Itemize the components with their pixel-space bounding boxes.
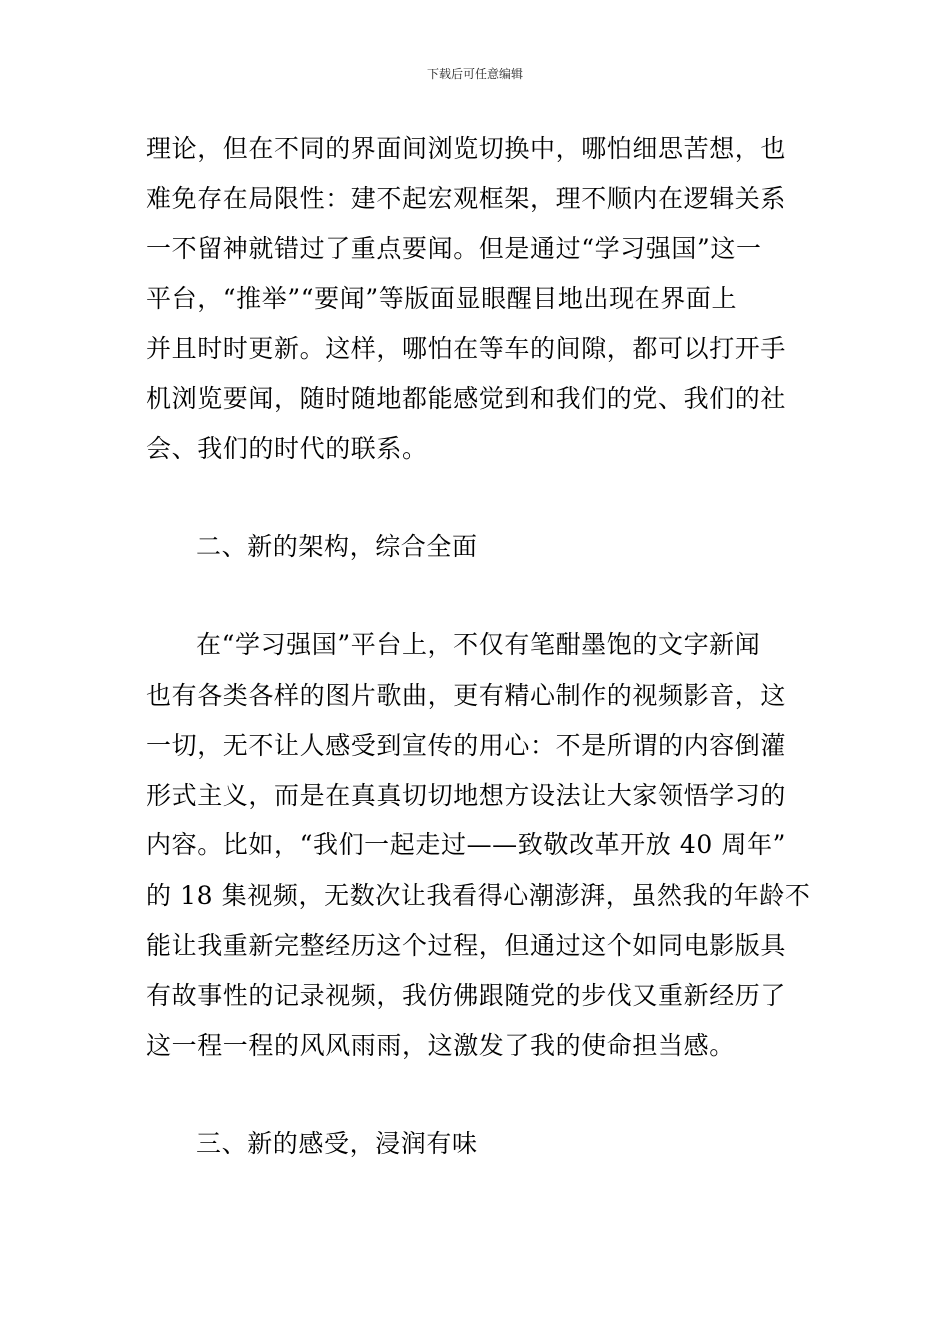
- text-line: 内容。比如，“我们一起走过——致敬改革开放 40 周年”: [146, 830, 787, 859]
- section-heading-2: 二、新的架构，综合全面: [196, 532, 478, 561]
- text-line: 一不留神就错过了重点要闻。但是通过“学习强国”这一: [146, 234, 762, 263]
- text-line: 难免存在局限性：建不起宏观框架，理不顺内在逻辑关系: [146, 184, 787, 213]
- text-line: 平台，“推举”“要闻”等版面显眼醒目地出现在界面上: [146, 284, 738, 313]
- page-header: 下载后可任意编辑: [426, 67, 523, 81]
- text-line: 会、我们的时代的联系。: [146, 434, 428, 463]
- text-line: 一切，无不让人感受到宣传的用心：不是所谓的内容倒灌: [146, 731, 787, 760]
- text-line: 理论，但在不同的界面间浏览切换中，哪怕细思苦想，也: [146, 134, 787, 163]
- text-line: 机浏览要闻，随时随地都能感觉到和我们的党、我们的社: [146, 384, 787, 413]
- text-line: 并且时时更新。这样，哪怕在等车的间隙，都可以打开手: [146, 334, 787, 363]
- text-line: 能让我重新完整经历这个过程，但通过这个如同电影版具: [146, 931, 787, 960]
- text-line: 这一程一程的风风雨雨，这激发了我的使命担当感。: [146, 1031, 735, 1060]
- text-line: 也有各类各样的图片歌曲，更有精心制作的视频影音，这: [146, 681, 787, 710]
- section-heading-3: 三、新的感受，浸润有味: [196, 1129, 478, 1158]
- text-line: 形式主义，而是在真真切切地想方设法让大家领悟学习的: [146, 781, 787, 810]
- text-line: 在“学习强国”平台上，不仅有笔酣墨饱的文字新闻: [196, 630, 761, 659]
- text-line: 有故事性的记录视频，我仿佛跟随党的步伐又重新经历了: [146, 981, 787, 1010]
- text-line: 的 18 集视频，无数次让我看得心潮澎湃，虽然我的年龄不: [146, 881, 811, 910]
